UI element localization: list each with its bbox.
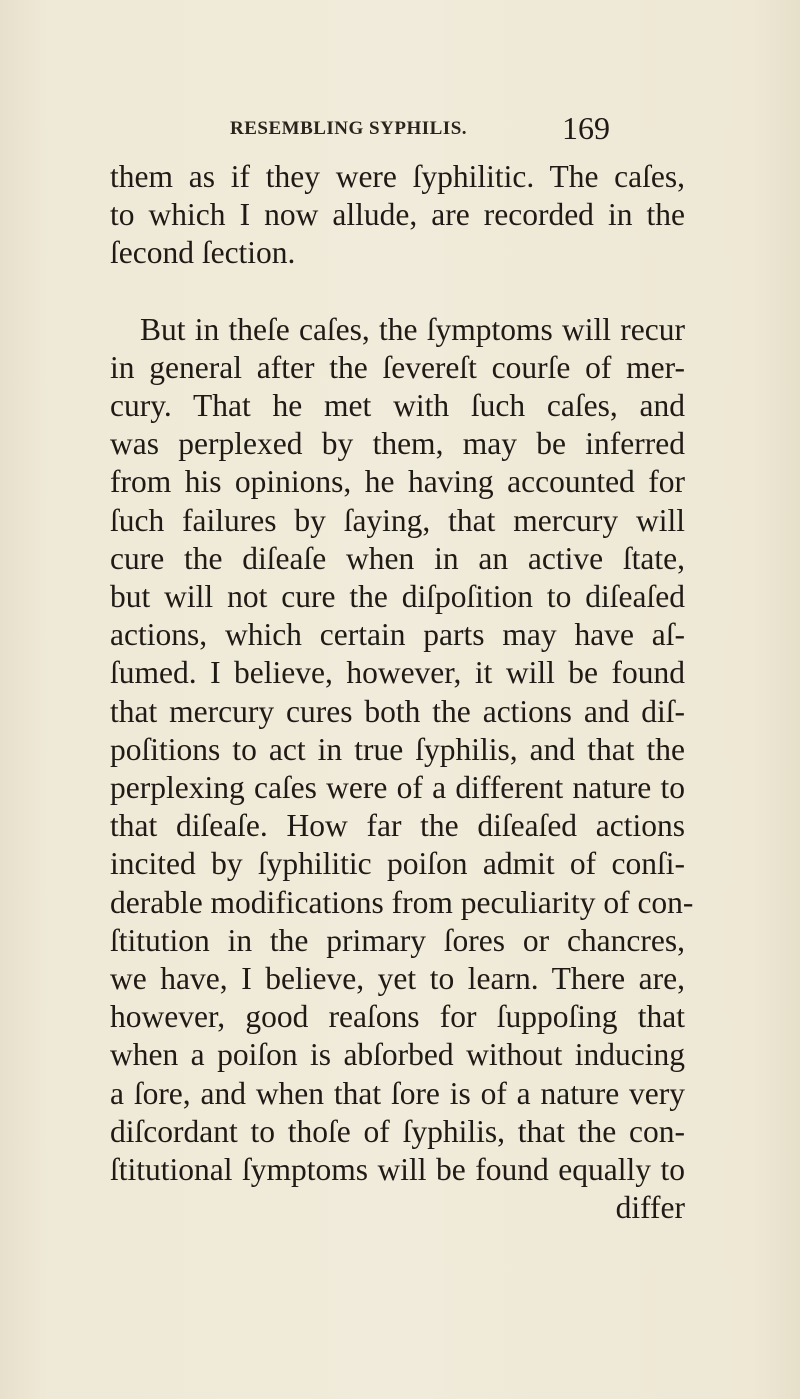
- text-line: from his opinions, he having accounted for: [110, 464, 685, 500]
- text-line: when a poiſon is abſorbed without inducing: [110, 1037, 685, 1073]
- text-line: ſtitutional ſymptoms will be found equally to: [110, 1152, 685, 1188]
- text-line: incited by ſyphilitic poiſon admit of conſi-: [110, 846, 685, 882]
- page-number: 169: [562, 110, 610, 146]
- paragraph-1: [110, 158, 685, 273]
- text-line: derable modifications from peculiarity of con-: [110, 884, 694, 920]
- text-line: ſecond ſection.: [110, 235, 296, 271]
- text-line: perplexing caſes were of a different nature to: [110, 770, 685, 806]
- body-text: [110, 158, 694, 1227]
- text-line: was perplexed by them, may be inferred: [110, 426, 685, 462]
- text-line: we have, I believe, yet to learn. There are,: [110, 961, 685, 997]
- text-line: cure the diſeaſe when in an active ſtate,: [110, 540, 685, 576]
- text-line: a ſore, and when that ſore is of a nature very: [110, 1075, 685, 1111]
- text-line: that diſeaſe. How far the diſeaſed actions: [110, 808, 685, 844]
- text-line: ſumed. I believe, however, it will be found: [110, 655, 685, 691]
- text-line: But in theſe caſes, the ſymptoms will recur: [140, 311, 685, 347]
- text-line: actions, which certain parts may have aſ-: [110, 617, 685, 653]
- catchword: differ: [615, 1190, 685, 1226]
- text-line: but will not cure the diſpoſition to diſeaſed: [110, 579, 685, 615]
- paragraph-gap: [110, 273, 685, 311]
- text-line: poſitions to act in true ſyphilis, and that the: [110, 731, 685, 767]
- paragraph-2: [110, 311, 694, 1228]
- text-line: ſtitution in the primary ſores or chancres,: [110, 922, 685, 958]
- text-line: in general after the ſevereſt courſe of mer-: [110, 349, 685, 385]
- running-title: RESEMBLING SYPHILIS.: [230, 118, 468, 139]
- text-line: that mercury cures both the actions and diſ-: [110, 693, 685, 729]
- text-line: diſcordant to thoſe of ſyphilis, that the con-: [110, 1113, 685, 1149]
- text-line: cury. That he met with ſuch caſes, and: [110, 388, 685, 424]
- text-line: however, good reaſons for ſuppoſing that: [110, 999, 685, 1035]
- text-line: ſuch failures by ſaying, that mercury will: [110, 502, 685, 538]
- text-line: to which I now allude, are recorded in the: [110, 197, 685, 233]
- text-line: them as if they were ſyphilitic. The caſes,: [110, 159, 685, 194]
